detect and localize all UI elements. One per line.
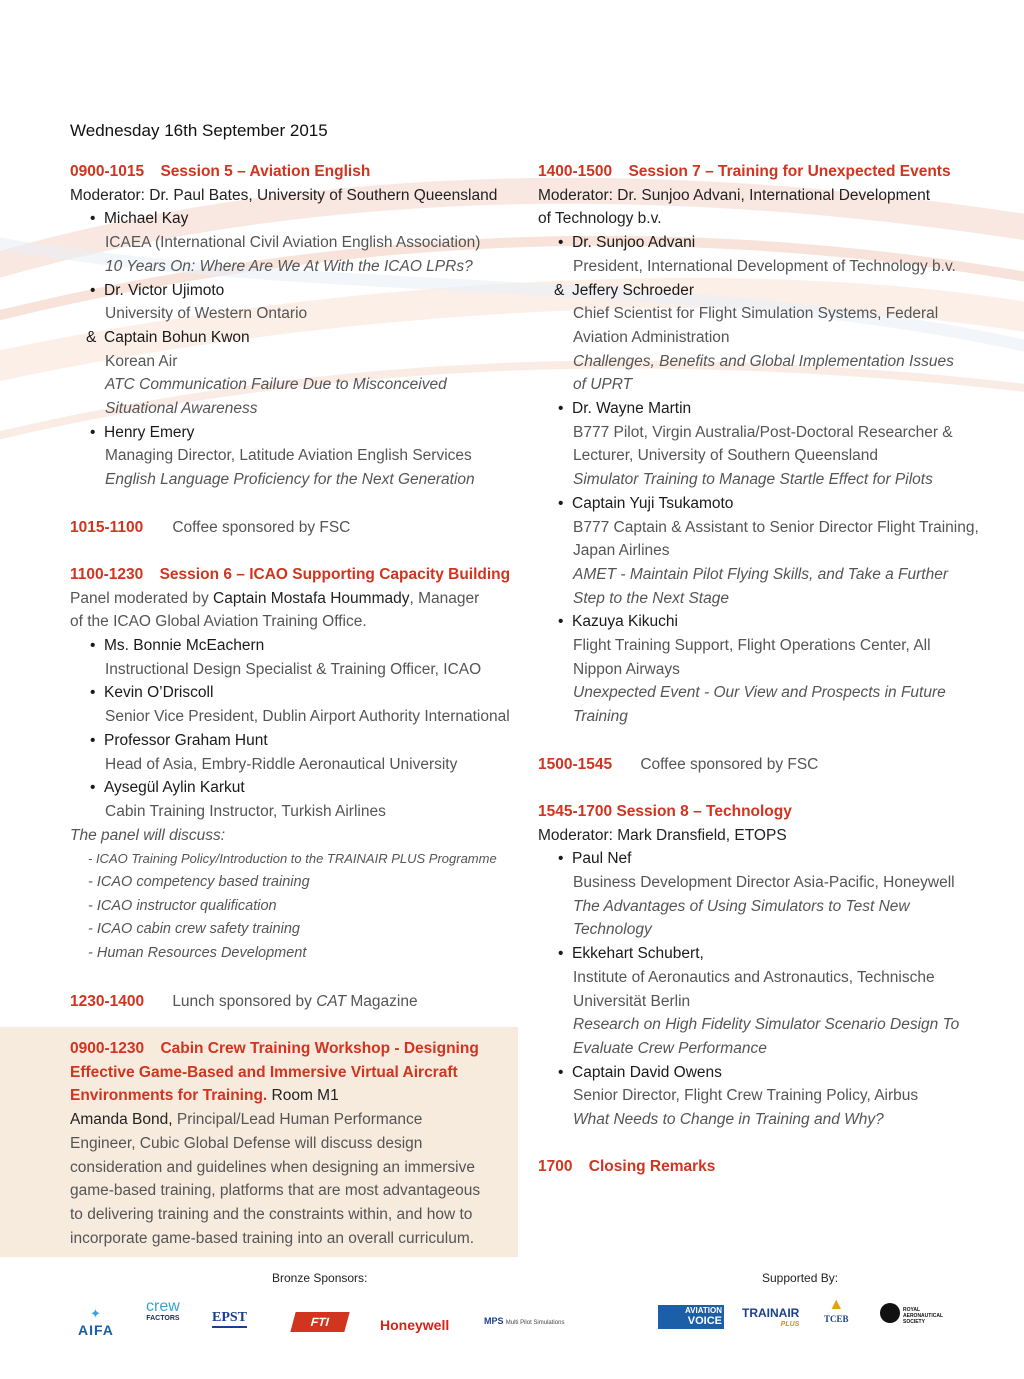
session7-time: 1400-1500 — [538, 163, 613, 180]
coffee2-text: Coffee sponsored by FSC — [640, 755, 819, 773]
aifa-logo — [78, 1306, 114, 1338]
speaker-affiliation: B777 Pilot, Virgin Australia/Post-Doctoral Researcher & — [573, 423, 953, 441]
speaker-item — [538, 279, 978, 398]
workshop-title-3: Environments for Training. — [70, 1087, 268, 1105]
coffee1-row — [70, 516, 520, 540]
session6-time: 1100-1230 — [70, 565, 144, 583]
speaker-name-text: Captain David Owens — [572, 1063, 722, 1081]
bullet-icon: • — [90, 281, 96, 299]
speaker-affiliation: Japan Airlines — [573, 542, 670, 560]
speaker-affiliation: Chief Scientist for Flight Simulation Systems, Federal — [573, 305, 939, 323]
workshop-line: Principal/Lead Human Performance — [172, 1111, 423, 1129]
ras-crest-icon — [880, 1303, 900, 1323]
panel-prefix: Panel moderated by — [70, 589, 214, 607]
talk-title: Challenges, Benefits and Global Implementation Issues — [573, 352, 954, 370]
voice-logo-text: VOICE — [687, 1315, 722, 1327]
speaker-name — [538, 279, 978, 303]
speaker-item — [70, 421, 520, 492]
speaker-affiliation: B777 Captain & Assistant to Senior Director Flight Training, — [573, 518, 979, 536]
lunch-text-italic: CAT — [316, 992, 347, 1010]
speaker-name — [70, 207, 520, 231]
panel-moderator-name: Captain Mostafa Hoummady — [213, 589, 410, 607]
talk-title: Technology — [573, 921, 652, 939]
speaker-item — [538, 1061, 978, 1132]
speaker-affiliation: Senior Vice President, Dublin Airport Authority International — [105, 708, 510, 726]
lunch-row — [70, 990, 520, 1014]
speaker-affiliation: Managing Director, Latitude Aviation English Services — [105, 447, 472, 465]
talk-title: Evaluate Crew Performance — [573, 1039, 767, 1057]
speaker-name — [538, 231, 978, 255]
speaker-name-text: Henry Emery — [104, 423, 195, 441]
session8-header — [538, 800, 978, 824]
coffee2-row — [538, 753, 978, 777]
speaker-name-text: Dr. Sunjoo Advani — [572, 234, 696, 252]
talk-title: Situational Awareness — [105, 400, 258, 418]
speaker-item — [70, 729, 520, 776]
trainair-plus-logo — [742, 1307, 799, 1331]
session8-time: 1545-1700 — [538, 802, 613, 820]
speaker-name-text: Michael Kay — [104, 210, 189, 228]
discuss-item: - ICAO instructor qualification — [88, 897, 277, 914]
session7-header — [538, 160, 978, 184]
speaker-item — [70, 776, 520, 823]
trainair-logo-text: TRAINAIR — [742, 1306, 800, 1320]
panel-suffix: , Manager — [409, 589, 480, 607]
bullet-icon: • — [558, 1063, 564, 1081]
bullet-icon: • — [90, 684, 96, 702]
bullet-icon: • — [90, 731, 96, 749]
coffee1-time: 1015-1100 — [70, 518, 144, 536]
speaker-affiliation: President, International Development of Technology b.v. — [573, 257, 956, 275]
session8-moderator: Moderator: Mark Dransfield, ETOPS — [538, 826, 787, 844]
speaker-name — [70, 279, 520, 303]
bullet-icon: • — [558, 613, 564, 631]
session8-items — [538, 847, 978, 1131]
workshop-line: incorporate game-based training into an overall curriculum. — [70, 1229, 475, 1247]
speaker-name — [70, 421, 520, 445]
right-column — [538, 160, 978, 1179]
speaker-name — [538, 1061, 978, 1085]
speaker-name-text: Captain Yuji Tsukamoto — [572, 494, 734, 512]
speaker-item — [538, 610, 978, 729]
session8-title: Session 8 – Technology — [616, 802, 792, 820]
speaker-item — [70, 207, 520, 278]
workshop-line: game-based training, platforms that are most advantageous — [70, 1182, 481, 1200]
bullet-icon: • — [90, 637, 96, 655]
honeywell-logo: Honeywell — [380, 1317, 450, 1333]
speaker-name-text: Kevin O’Driscoll — [104, 684, 214, 702]
discuss-label: The panel will discuss: — [70, 826, 226, 844]
speaker-name-text: Ekkehart Schubert, — [572, 945, 704, 963]
workshop-title-2: Effective Game-Based and Immersive Virtual Aircraft — [70, 1063, 458, 1081]
speaker-item — [70, 681, 520, 728]
fti-logo: FTI — [290, 1312, 349, 1332]
aifa-mark-icon: ✦ — [89, 1306, 102, 1321]
talk-title: Training — [573, 708, 628, 726]
epst-logo: EPST — [212, 1310, 247, 1328]
bullet-icon: • — [558, 234, 564, 252]
date-heading: Wednesday 16th September 2015 — [70, 121, 328, 140]
closing-time: 1700 — [538, 1158, 573, 1176]
speaker-affiliation: Universität Berlin — [573, 992, 691, 1010]
ampersand-marker: & — [554, 281, 565, 299]
aviation-voice-logo — [658, 1305, 724, 1329]
speaker-item — [70, 326, 520, 421]
speaker-item — [70, 279, 520, 326]
speaker-name-text: Captain Bohun Kwon — [104, 328, 250, 346]
plus-logo-text: PLUS — [780, 1321, 800, 1328]
speaker-name — [70, 326, 520, 350]
mps-logo — [484, 1316, 564, 1326]
session6-panel — [70, 587, 520, 611]
talk-title: Research on High Fidelity Simulator Scenario Design To — [573, 1016, 960, 1034]
talk-title: Unexpected Event - Our View and Prospects in Future — [573, 684, 946, 702]
session5-title: Session 5 – Aviation English — [160, 163, 371, 180]
session6-items — [70, 634, 520, 824]
workshop-line: to delivering training and the constraints within, and how to — [70, 1205, 473, 1223]
speaker-item — [538, 847, 978, 942]
speaker-name-text: Dr. Wayne Martin — [572, 400, 692, 418]
session5-moderator: Moderator: Dr. Paul Bates, University of Southern Queensland — [70, 186, 498, 204]
speaker-name — [538, 942, 978, 966]
mps-logo-text: MPS — [484, 1316, 504, 1326]
talk-title: The Advantages of Using Simulators to Test New — [573, 897, 910, 915]
bullet-icon: • — [558, 850, 564, 868]
left-column — [70, 160, 520, 1013]
speaker-affiliation: Senior Director, Flight Crew Training Policy, Airbus — [573, 1087, 919, 1105]
tceb-logo — [824, 1296, 849, 1324]
speaker-affiliation: Nippon Airways — [573, 660, 680, 678]
speaker-name-text: Paul Nef — [572, 850, 632, 868]
session6-header — [70, 563, 520, 587]
speaker-name — [70, 634, 520, 658]
speaker-affiliation: Lecturer, University of Southern Queensland — [573, 447, 879, 465]
session6-panel-line2: of the ICAO Global Aviation Training Office. — [70, 613, 367, 631]
speaker-affiliation: Head of Asia, Embry-Riddle Aeronautical University — [105, 755, 458, 773]
bullet-icon: • — [90, 210, 96, 228]
bullet-icon: • — [90, 423, 96, 441]
workshop-speaker: Amanda Bond, — [70, 1111, 173, 1129]
bullet-icon: • — [558, 945, 564, 963]
ras-logo-text: ROYAL AERONAUTICAL SOCIETY — [903, 1307, 943, 1325]
session7-title: Session 7 – Training for Unexpected Events — [628, 163, 951, 180]
lunch-text-post: Magazine — [346, 992, 418, 1010]
closing-text: Closing Remarks — [588, 1158, 716, 1176]
session7-moderator-2: of Technology b.v. — [538, 210, 662, 228]
session7-items — [538, 231, 978, 729]
speaker-item — [538, 942, 978, 1061]
speaker-affiliation: Institute of Aeronautics and Astronautics, Technische — [573, 968, 935, 986]
session7-moderator: Moderator: Dr. Sunjoo Advani, International Development — [538, 186, 931, 204]
speaker-name — [538, 492, 978, 516]
session6-title: Session 6 – ICAO Supporting Capacity Building — [159, 565, 511, 583]
speaker-name-text: Professor Graham Hunt — [104, 731, 268, 749]
speaker-affiliation: ICAEA (International Civil Aviation English Association) — [105, 234, 481, 252]
speaker-affiliation: Aviation Administration — [573, 328, 730, 346]
speaker-affiliation: Business Development Director Asia-Pacific, Honeywell — [573, 874, 955, 892]
aviation-logo-text: AVIATION — [684, 1306, 722, 1315]
speaker-affiliation: Flight Training Support, Flight Operations Center, All — [573, 637, 931, 655]
talk-title: Simulator Training to Manage Startle Effect for Pilots — [573, 471, 933, 489]
discuss-item: - ICAO competency based training — [88, 874, 310, 891]
factors-logo-text: FACTORS — [146, 1315, 180, 1322]
discuss-item: - ICAO Training Policy/Introduction to the TRAINAIR PLUS Programme — [88, 851, 497, 867]
ampersand-marker: & — [86, 328, 97, 346]
bullet-icon: • — [558, 494, 564, 512]
supported-by-label: Supported By: — [762, 1271, 839, 1285]
speaker-item — [538, 231, 978, 278]
speaker-name-text: Jeffery Schroeder — [572, 281, 695, 299]
talk-title: of UPRT — [573, 376, 633, 394]
discuss-list — [70, 847, 520, 966]
talk-title: English Language Proficiency for the Next Generation — [105, 471, 475, 489]
speaker-name — [538, 397, 978, 421]
speaker-name-text: Aysegül Aylin Karkut — [104, 779, 245, 797]
speaker-name — [538, 847, 978, 871]
lunch-time: 1230-1400 — [70, 992, 145, 1010]
speaker-item — [70, 634, 520, 681]
workshop-header — [70, 1037, 510, 1061]
coffee1-text: Coffee sponsored by FSC — [172, 518, 351, 536]
crew-factors-logo — [146, 1298, 180, 1325]
speaker-affiliation: University of Western Ontario — [105, 305, 308, 323]
crew-logo-text: crew — [146, 1298, 180, 1315]
speaker-name-text: Kazuya Kikuchi — [572, 613, 678, 631]
discuss-item: - ICAO cabin crew safety training — [88, 921, 300, 938]
speaker-name-text: Ms. Bonnie McEachern — [104, 637, 265, 655]
closing-row — [538, 1155, 978, 1179]
speaker-item — [538, 492, 978, 611]
session5-header — [70, 160, 520, 184]
workshop-line: Engineer, Cubic Global Defense will discuss design — [70, 1134, 423, 1152]
speaker-name — [70, 776, 520, 800]
talk-title: AMET - Maintain Pilot Flying Skills, and Take a Further — [573, 565, 949, 583]
bronze-sponsors-label: Bronze Sponsors: — [272, 1271, 368, 1285]
lunch-text: Lunch sponsored by — [172, 992, 317, 1010]
tceb-flame-icon: ▲ — [828, 1296, 845, 1313]
workshop-text — [70, 1037, 510, 1250]
workshop-room: Room M1 — [267, 1087, 339, 1105]
session5-time: 0900-1015 — [70, 163, 145, 180]
speaker-item — [538, 397, 978, 492]
discuss-item: - Human Resources Development — [88, 945, 307, 962]
speaker-affiliation: Cabin Training Instructor, Turkish Airlines — [105, 802, 386, 820]
speaker-affiliation: Instructional Design Specialist & Training Officer, ICAO — [105, 660, 482, 678]
workshop-time: 0900-1230 — [70, 1040, 145, 1057]
speaker-name — [70, 729, 520, 753]
speaker-name — [538, 610, 978, 634]
tceb-logo-text: TCEB — [824, 1314, 849, 1324]
bullet-icon: • — [90, 779, 96, 797]
aifa-logo-text: AIFA — [78, 1322, 114, 1338]
talk-title: What Needs to Change in Training and Why? — [573, 1111, 884, 1129]
coffee2-time: 1500-1545 — [538, 755, 613, 773]
speaker-name — [70, 681, 520, 705]
talk-title: ATC Communication Failure Due to Misconceived — [105, 376, 447, 394]
session5-items — [70, 207, 520, 491]
workshop-line: consideration and guidelines when designing an immersive — [70, 1158, 475, 1176]
talk-title: 10 Years On: Where Are We At With the ICAO LPRs? — [105, 257, 473, 275]
bullet-icon: • — [558, 400, 564, 418]
speaker-name-text: Dr. Victor Ujimoto — [104, 281, 225, 299]
speaker-affiliation: Korean Air — [105, 352, 178, 370]
workshop-title-1: Cabin Crew Training Workshop - Designing — [160, 1040, 479, 1057]
mps-logo-subtext: Multi Pilot Simulations — [505, 1320, 565, 1326]
talk-title: Step to the Next Stage — [573, 589, 729, 607]
